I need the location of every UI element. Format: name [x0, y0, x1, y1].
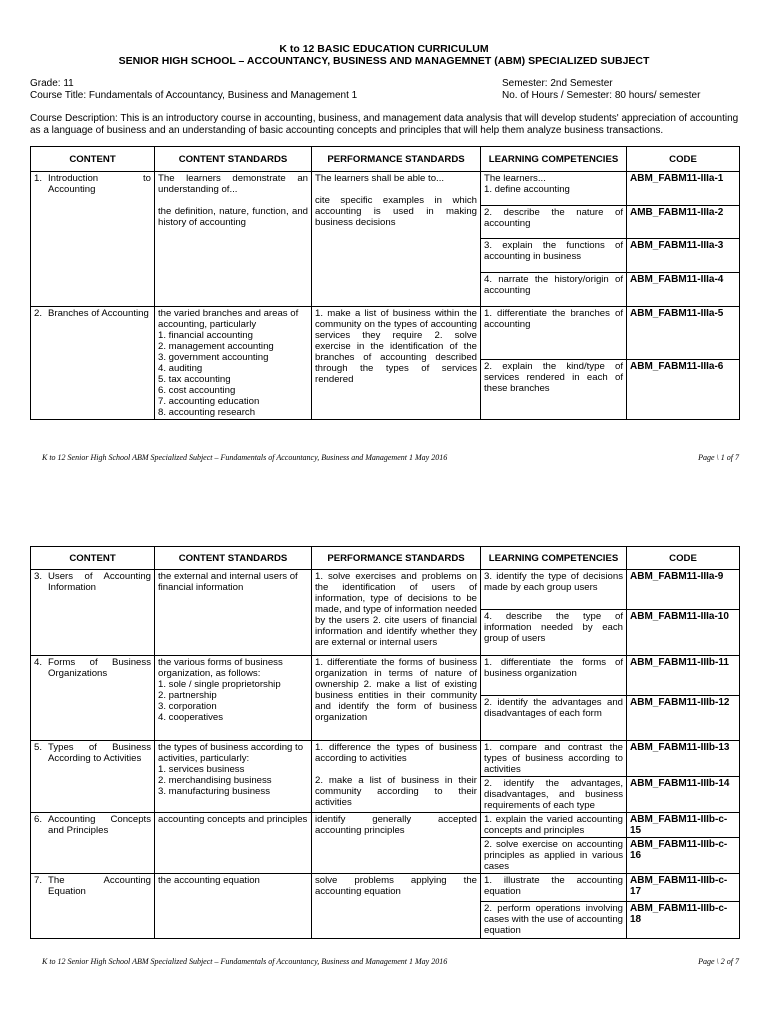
content-cell: 7. The Accounting Equation	[31, 874, 155, 939]
competency-cell: 2. describe the nature of accounting	[481, 206, 627, 239]
content-standards-cell	[155, 741, 312, 813]
ps-intro: The learners shall be able to...	[315, 173, 445, 184]
competency-cell: 1. illustrate the accounting equation	[481, 874, 627, 902]
content-standards-cell	[155, 172, 312, 307]
page-footer	[42, 453, 739, 462]
hours: No. of Hours / Semester: 80 hours/ semester	[502, 89, 701, 101]
content-cell: 4. Forms of Business Organizations	[31, 656, 155, 741]
content-standards-cell: accounting concepts and principles	[155, 813, 312, 874]
cs-intro: The learners demonstrate an understanding of...	[158, 173, 308, 195]
cs-item: 3. manufacturing business	[158, 786, 270, 797]
content-text: Branches of Accounting	[48, 308, 149, 319]
curriculum-subtitle: SENIOR HIGH SCHOOL – ACCOUNTANCY, BUSINESS AND MANAGEMNET (ABM) SPECIALIZED SUBJECT	[118, 55, 650, 67]
cs-intro: the various forms of business organization, as follows:	[158, 657, 283, 679]
code-cell: ABM_FABM11-IIIa-6	[627, 360, 740, 420]
ps-text: cite specific examples in which accounting is used in making business decisions	[315, 195, 477, 228]
code-cell: ABM_FABM11-IIIb-14	[627, 777, 740, 813]
table-row	[31, 307, 740, 360]
table-header-row	[31, 147, 740, 172]
competency-cell: 1. differentiate the branches of accounting	[481, 307, 627, 360]
course-description: Course Description: This is an introductory course in accounting, business, and management data analysis that will develop students' appreciation of accounting as a language of business and an understanding of basic accounting concepts and principles that will help them analyze business transactions.	[30, 113, 739, 136]
page-number: Page \ 1 of 7	[698, 453, 739, 462]
content-standards-cell	[155, 656, 312, 741]
cs-item: 4. cooperatives	[158, 712, 224, 723]
cs-item: 3. government accounting	[158, 352, 269, 363]
footer-text: K to 12 Senior High School ABM Specialized Subject – Fundamentals of Accountancy, Business and Management 1 May 2016	[42, 957, 448, 966]
col-content-standards: CONTENT STANDARDS	[155, 547, 312, 570]
cs-item: 1. financial accounting	[158, 330, 253, 341]
col-code: CODE	[627, 147, 740, 172]
performance-standards-cell: solve problems applying the accounting equation	[312, 874, 481, 939]
competency-cell: 4. narrate the history/origin of accounting	[481, 273, 627, 307]
col-code: CODE	[627, 547, 740, 570]
content-standards-cell	[155, 307, 312, 420]
curriculum-table-1	[30, 146, 740, 420]
content-cell: 1. Introduction to Accounting	[31, 172, 155, 307]
competency-cell: 3. identify the type of decisions made by each group users	[481, 570, 627, 610]
table-row	[31, 172, 740, 206]
cs-item: 2. partnership	[158, 690, 217, 701]
code-cell: ABM_FABM11-IIIb-11	[627, 656, 740, 696]
cs-item: 7. accounting education	[158, 396, 260, 407]
competency-cell: 2. solve exercise on accounting principles as applied in various cases	[481, 838, 627, 874]
content-cell: 3. Users of Accounting Information	[31, 570, 155, 656]
performance-standards-cell: 1. solve exercises and problems on the identification of users of information, type of decisions to be made, and type of information needed by the users 2. cite users of financial information and identify whether they are external or internal users	[312, 570, 481, 656]
cs-item: 3. corporation	[158, 701, 217, 712]
cs-item: 2. management accounting	[158, 341, 274, 352]
performance-standards-cell: 1. differentiate the forms of business organization in terms of nature of ownership 2. make a list of existing business entities in their community and identify the form of business organization	[312, 656, 481, 741]
content-text: Accounting Concepts and Principles	[48, 814, 151, 836]
performance-standards-cell: identify generally accepted accounting principles	[312, 813, 481, 874]
page-1	[0, 0, 768, 470]
code-cell: ABM_FABM11-IIIa-5	[627, 307, 740, 360]
cs-intro: the types of business according to activities, particularly:	[158, 742, 304, 764]
col-performance-standards: PERFORMANCE STANDARDS	[312, 147, 481, 172]
content-text: The Accounting Equation	[48, 875, 151, 897]
course-meta-left	[30, 78, 357, 101]
cs-item: 1. sole / single proprietorship	[158, 679, 281, 690]
competency-cell: 1. explain the varied accounting concepts and principles	[481, 813, 627, 838]
code-cell: AMB_FABM11-IIIa-2	[627, 206, 740, 239]
table-row	[31, 656, 740, 696]
cs-text: the definition, nature, function, and history of accounting	[158, 206, 308, 228]
code-cell: ABM_FABM11-IIIb-12	[627, 696, 740, 741]
code-cell: ABM_FABM11-IIIb-13	[627, 741, 740, 777]
performance-standards-cell	[312, 741, 481, 813]
code-cell: ABM_FABM11-IIIa-1	[627, 172, 740, 206]
competency-cell: 3. explain the functions of accounting in business	[481, 239, 627, 273]
cs-item: 8. accounting research	[158, 407, 256, 418]
code-cell: ABM_FABM11-IIIa-9	[627, 570, 740, 610]
page-number: Page \ 2 of 7	[698, 957, 739, 966]
performance-standards-cell: 1. make a list of business within the community on the types of accounting services they require 2. solve exercise in the identification of the branches of accounting described through the types of services rendered	[312, 307, 481, 420]
col-performance-standards: PERFORMANCE STANDARDS	[312, 547, 481, 570]
code-cell: ABM_FABM11-IIIa-10	[627, 610, 740, 656]
competency-cell: 2. explain the kind/type of services rendered in each of these branches	[481, 360, 627, 420]
table-row	[31, 813, 740, 838]
cs-item: 2. merchandising business	[158, 775, 272, 786]
competency-cell: 2. identify the advantages and disadvantages of each form	[481, 696, 627, 741]
code-cell: ABM_FABM11-IIIa-4	[627, 273, 740, 307]
cs-item: 1. services business	[158, 764, 245, 775]
lc-text: 1. define accounting	[484, 184, 570, 195]
curriculum-title: K to 12 BASIC EDUCATION CURRICULUM	[279, 43, 489, 55]
table-header-row	[31, 547, 740, 570]
competency-cell: 2. perform operations involving cases with the use of accounting equation	[481, 902, 627, 939]
performance-standards-cell	[312, 172, 481, 307]
code-cell: ABM_FABM11-IIIb-c-18	[627, 902, 740, 939]
content-standards-cell: the external and internal users of financial information	[155, 570, 312, 656]
course-meta-right	[502, 78, 700, 101]
page-footer	[42, 957, 739, 966]
content-text: Forms of Business Organizations	[48, 657, 151, 679]
content-cell: 5. Types of Business According to Activities	[31, 741, 155, 813]
content-standards-cell: the accounting equation	[155, 874, 312, 939]
col-learning-competencies: LEARNING COMPETENCIES	[481, 147, 627, 172]
course-title: Course Title: Fundamentals of Accountancy, Business and Management 1	[30, 89, 358, 101]
curriculum-table-2	[30, 546, 740, 939]
col-content: CONTENT	[31, 147, 155, 172]
competency-cell: 1. compare and contrast the types of business according to activities	[481, 741, 627, 777]
content-cell: 2. Branches of Accounting	[31, 307, 155, 420]
col-learning-competencies: LEARNING COMPETENCIES	[481, 547, 627, 570]
grade: Grade: 11	[30, 78, 74, 89]
lc-intro: The learners...	[484, 173, 546, 184]
code-cell: ABM_FABM11-IIIb-c-16	[627, 838, 740, 874]
content-cell: 6. Accounting Concepts and Principles	[31, 813, 155, 874]
ps-item: 1. difference the types of business according to activities	[315, 742, 477, 764]
content-text: Introduction to Accounting	[48, 173, 151, 195]
col-content-standards: CONTENT STANDARDS	[155, 147, 312, 172]
cs-item: 5. tax accounting	[158, 374, 231, 385]
content-text: Users of Accounting Information	[48, 571, 151, 593]
code-cell: ABM_FABM11-IIIa-3	[627, 239, 740, 273]
ps-item: 2. make a list of business in their community according to their activities	[315, 775, 477, 808]
competency-cell	[481, 172, 627, 206]
cs-item: 6. cost accounting	[158, 385, 236, 396]
footer-text: K to 12 Senior High School ABM Specialized Subject – Fundamentals of Accountancy, Business and Management 1 May 2016	[42, 453, 448, 462]
table-row	[31, 874, 740, 902]
competency-cell: 1. differentiate the forms of business organization	[481, 656, 627, 696]
semester: Semester: 2nd Semester	[502, 78, 613, 89]
col-content: CONTENT	[31, 547, 155, 570]
content-text: Types of Business According to Activities	[48, 742, 151, 764]
cs-intro: the varied branches and areas of accounting, particularly	[158, 308, 299, 330]
cs-item: 4. auditing	[158, 363, 203, 374]
table-row	[31, 741, 740, 777]
code-cell: ABM_FABM11-IIIb-c-15	[627, 813, 740, 838]
table-row	[31, 570, 740, 610]
competency-cell: 2. identify the advantages, disadvantages, and business requirements of each type	[481, 777, 627, 813]
code-cell: ABM_FABM11-IIIb-c-17	[627, 874, 740, 902]
competency-cell: 4. describe the type of information needed by each group of users	[481, 610, 627, 656]
